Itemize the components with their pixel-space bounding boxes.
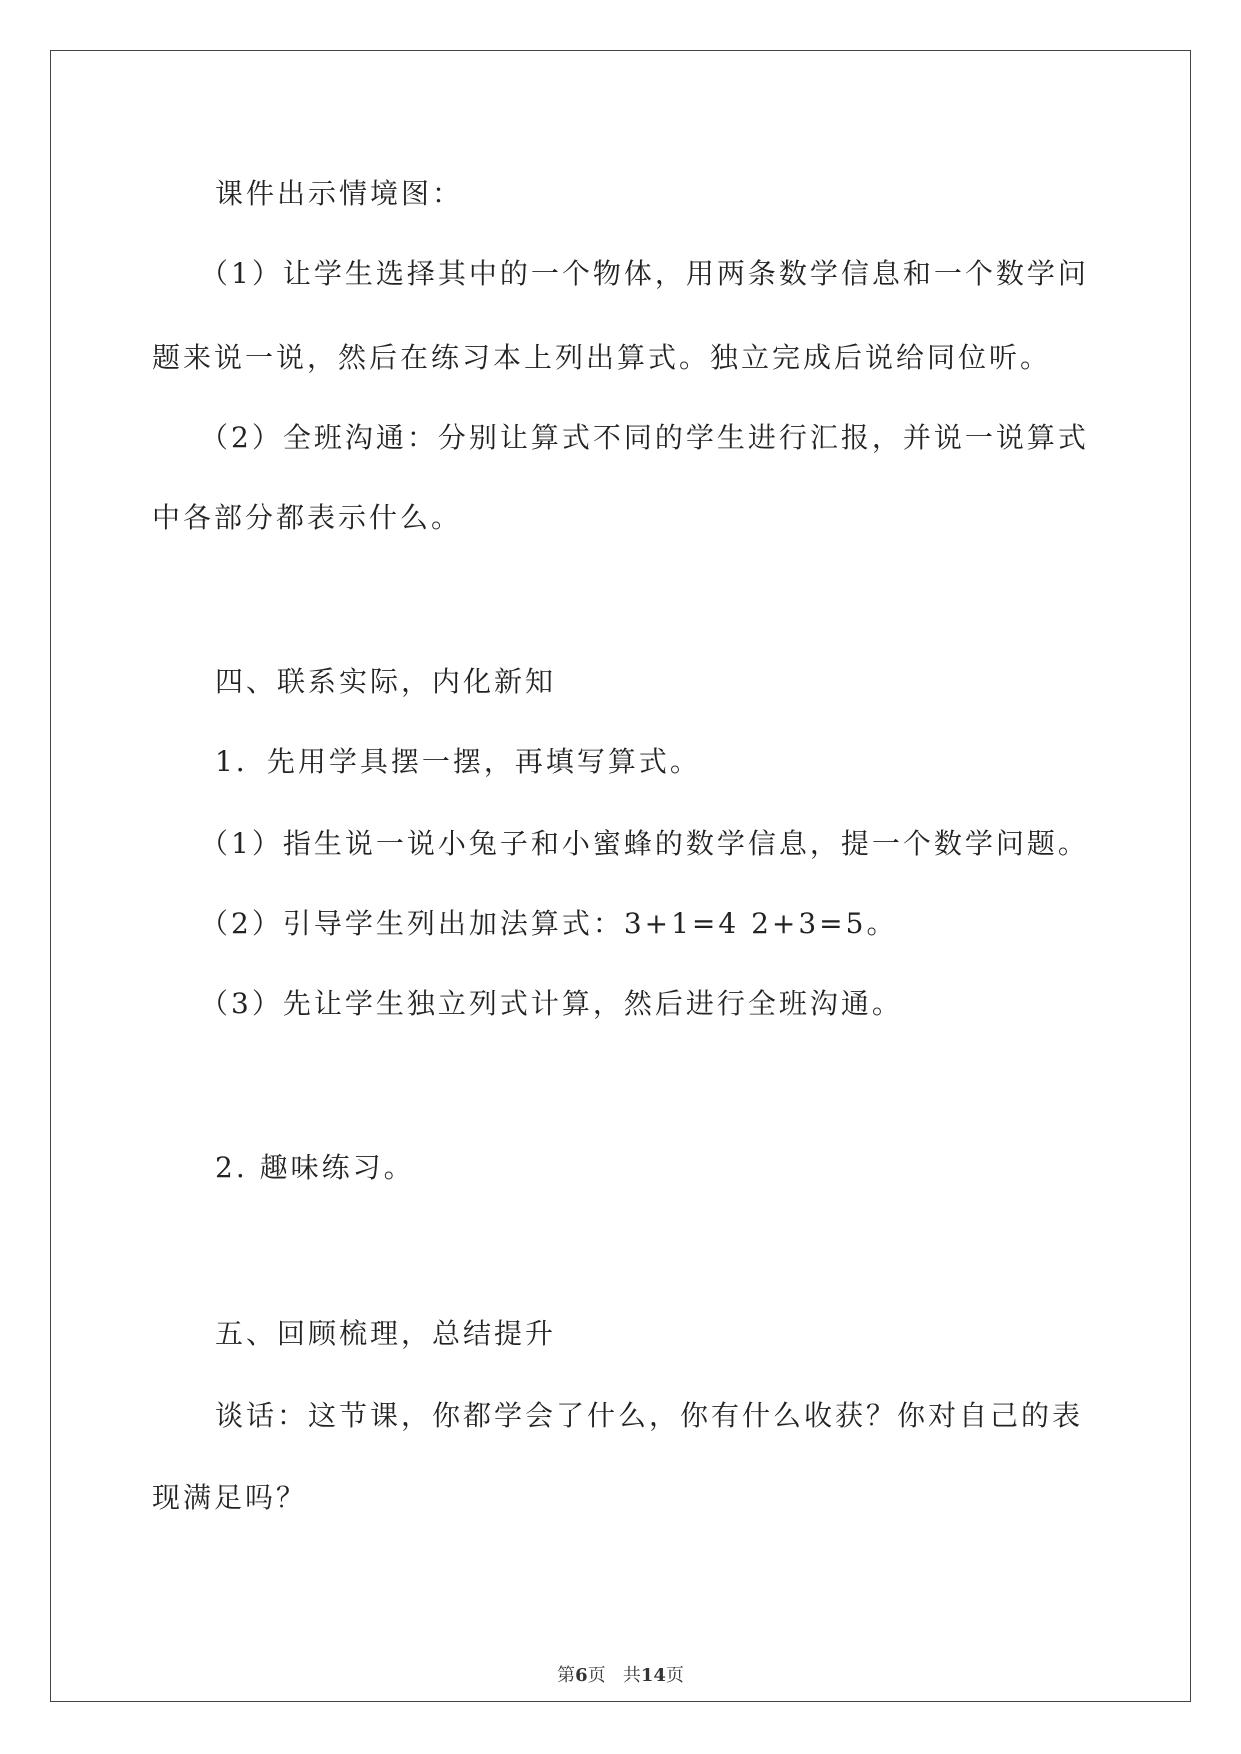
- footer-total-prefix: 共: [622, 1665, 641, 1686]
- text-line-11: 2. 趣味练习。: [215, 1151, 415, 1184]
- text-line-1: 课件出示情境图：: [215, 177, 464, 210]
- text-line-13: 谈话：这节课，你都学会了什么，你有什么收获？你对自己的表: [215, 1399, 1084, 1432]
- text-line-8: （1）指生说一说小兔子和小蜜蜂的数学信息，提一个数学问题。: [200, 827, 1089, 860]
- footer-prefix: 第: [557, 1665, 576, 1686]
- text-line-9: （2）引导学生列出加法算式：3+1=4 2+3=5。: [200, 907, 898, 940]
- page-border: [50, 50, 1191, 1702]
- footer-page-word: 页: [587, 1665, 606, 1686]
- text-line-3: 题来说一说，然后在练习本上列出算式。独立完成后说给同位听。: [152, 341, 1052, 374]
- text-line-10: （3）先让学生独立列式计算，然后进行全班沟通。: [200, 987, 903, 1020]
- footer-total-pages: 14: [640, 1665, 666, 1686]
- text-line-14: 现满足吗？: [152, 1481, 308, 1514]
- section-heading-5: 五、回顾梳理，总结提升: [215, 1317, 557, 1350]
- section-heading-4: 四、联系实际，内化新知: [215, 665, 557, 698]
- page-footer: [0, 1664, 1241, 1688]
- text-line-4: （2）全班沟通：分别让算式不同的学生进行汇报，并说一说算式: [200, 421, 1089, 454]
- footer-current-page: 6: [575, 1665, 588, 1686]
- text-line-7: 1．先用学具摆一摆，再填写算式。: [215, 745, 701, 778]
- text-line-2: （1）让学生选择其中的一个物体，用两条数学信息和一个数学问: [200, 257, 1089, 290]
- footer-total-word: 页: [665, 1665, 684, 1686]
- text-line-5: 中各部分都表示什么。: [152, 501, 463, 534]
